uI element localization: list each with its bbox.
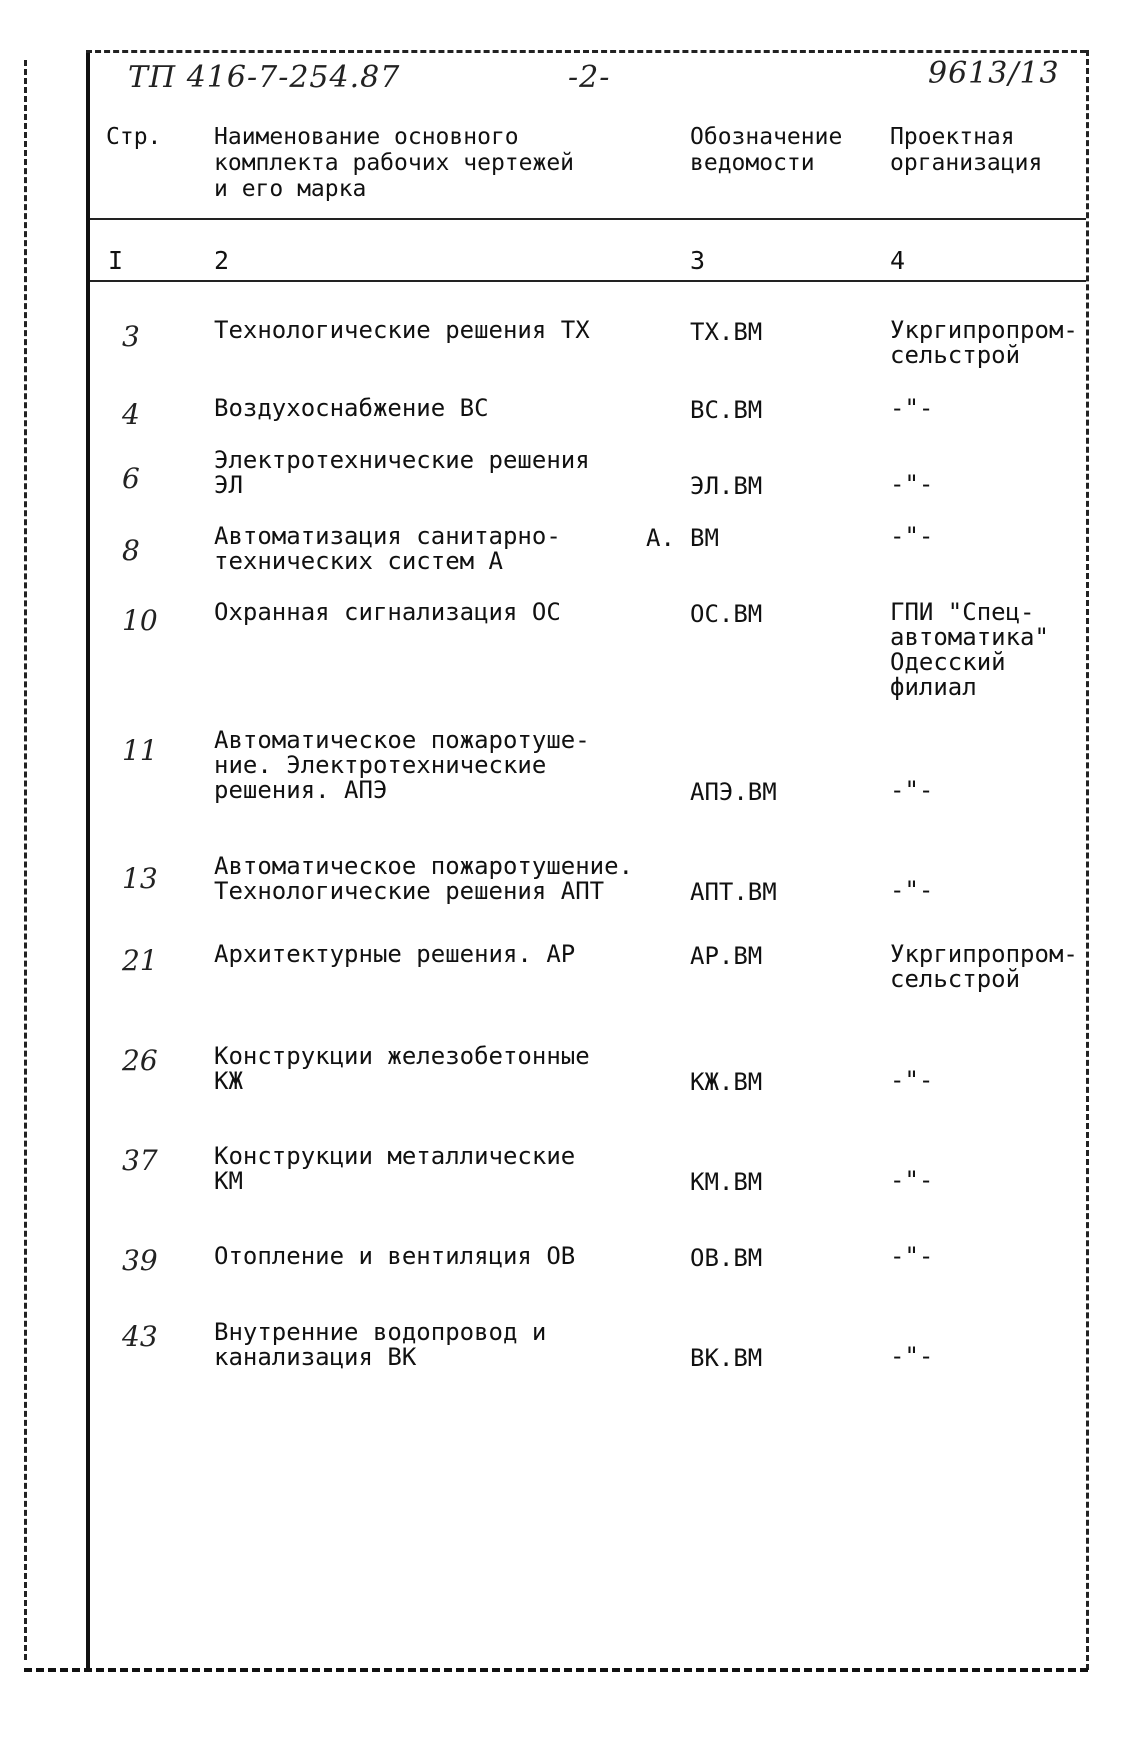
row-name: Охранная сигнализация ОС xyxy=(214,598,561,626)
row-page: 39 xyxy=(122,1244,158,1277)
row-organization: -"- xyxy=(890,1166,934,1194)
column-number-1: I xyxy=(108,246,124,275)
binding-margin-line xyxy=(24,60,27,1660)
frame-left-border xyxy=(86,52,90,1670)
row-code: КЖ.ВМ xyxy=(690,1068,763,1096)
row-organization: -"- xyxy=(890,470,934,498)
row-organization: -"- xyxy=(890,522,934,550)
row-page: 4 xyxy=(122,398,140,431)
column-header-page: Стр. xyxy=(106,124,162,150)
row-page: 43 xyxy=(122,1320,158,1353)
column-number-3: 3 xyxy=(690,246,706,275)
column-header-organization: Проектная организация xyxy=(890,124,1043,176)
row-name: Конструкции металлические КМ xyxy=(214,1142,576,1195)
row-organization: Укргипропром- сельстрой xyxy=(890,940,1078,993)
row-name: Автоматизация санитарно- технических систем А xyxy=(214,522,561,575)
row-name: Автоматическое пожаротуше- ние. Электротехнические решения. АПЭ xyxy=(214,726,590,804)
row-organization: -"- xyxy=(890,1242,934,1270)
row-code: ВК.ВМ xyxy=(690,1344,763,1372)
row-name: Внутренние водопровод и канализация ВК xyxy=(214,1318,547,1371)
column-header-designation: Обозначение ведомости xyxy=(690,124,843,176)
row-code-prefix: А. xyxy=(646,524,675,552)
row-name: Архитектурные решения. АР xyxy=(214,940,576,968)
row-organization: -"- xyxy=(890,1066,934,1094)
row-page: 6 xyxy=(122,462,140,495)
header-divider xyxy=(90,218,1086,220)
row-organization: -"- xyxy=(890,394,934,422)
row-page: 8 xyxy=(122,534,140,567)
row-page: 37 xyxy=(122,1144,158,1177)
row-page: 10 xyxy=(122,604,158,637)
row-code: АР.ВМ xyxy=(690,942,763,970)
row-name: Воздухоснабжение ВС xyxy=(214,394,489,422)
row-code: АПТ.ВМ xyxy=(690,878,777,906)
column-header-name: Наименование основного комплекта рабочих чертежей и его марка xyxy=(214,124,575,202)
row-page: 3 xyxy=(122,320,140,353)
frame-top-border xyxy=(86,50,1086,53)
row-name: Конструкции железобетонные КЖ xyxy=(214,1042,590,1095)
row-code: КМ.ВМ xyxy=(690,1168,763,1196)
frame-right-border xyxy=(1086,50,1089,1670)
row-page: 11 xyxy=(122,734,158,767)
row-name: Электротехнические решения ЭЛ xyxy=(214,446,590,499)
row-page: 21 xyxy=(122,944,158,977)
row-organization: -"- xyxy=(890,876,934,904)
row-organization: ГПИ "Спец- автоматика" Одесский филиал xyxy=(890,598,1049,701)
row-code: ОС.ВМ xyxy=(690,600,763,628)
row-page: 13 xyxy=(122,862,158,895)
row-organization: -"- xyxy=(890,776,934,804)
row-code: ВС.ВМ xyxy=(690,396,763,424)
row-code: ЭЛ.ВМ xyxy=(690,472,763,500)
document-code: ТП 416-7-254.87 xyxy=(128,60,401,95)
row-organization: -"- xyxy=(890,1342,934,1370)
row-code: ОВ.ВМ xyxy=(690,1244,763,1272)
row-code: АПЭ.ВМ xyxy=(690,778,777,806)
sheet-reference: 9613/13 xyxy=(928,56,1060,91)
row-name: Технологические решения ТХ xyxy=(214,316,590,344)
row-code: ВМ xyxy=(690,524,719,552)
column-number-2: 2 xyxy=(214,246,230,275)
row-name: Автоматическое пожаротушение. Технологические решения АПТ xyxy=(214,852,634,905)
column-number-4: 4 xyxy=(890,246,906,275)
row-name: Отопление и вентиляция ОВ xyxy=(214,1242,576,1270)
row-page: 26 xyxy=(122,1044,158,1077)
frame-bottom-border xyxy=(24,1668,1088,1672)
column-numbers-divider xyxy=(90,280,1086,282)
page-number: -2- xyxy=(568,60,611,95)
row-organization: Укргипропром- сельстрой xyxy=(890,316,1078,369)
row-code: ТХ.ВМ xyxy=(690,318,763,346)
